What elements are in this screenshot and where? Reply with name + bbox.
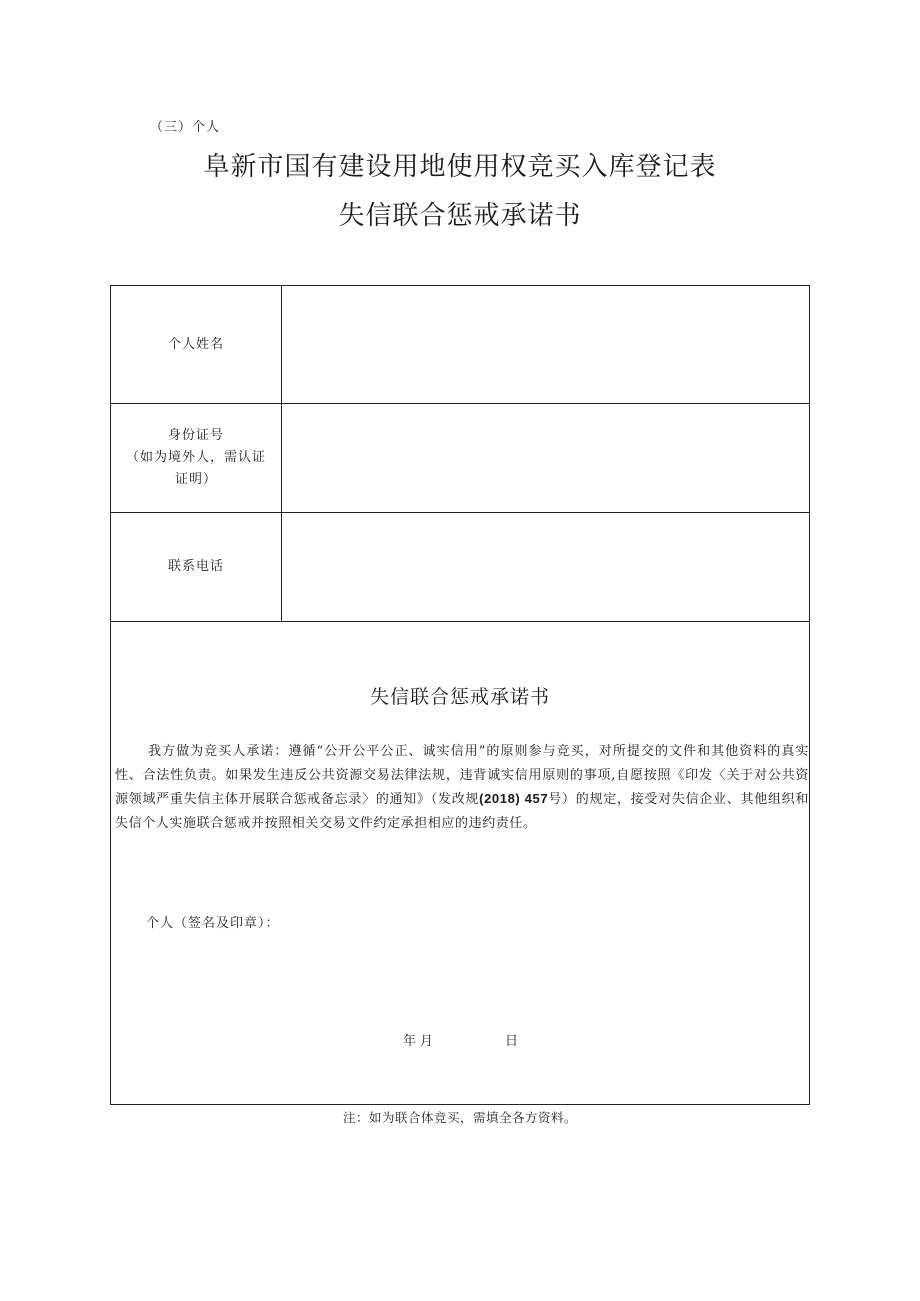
pledge-body-text-1: 我方做为竞买人承诺：遵循“公开公平公正、诚实信用”的原则参与竞买，对所提交的文件和其他资料的真实性、合法性负责。如果发生违反公共资源交易法律法规，违背诚实信用原则的事项,自愿按照《印发〈关于对公共资源领域严重失信主体开展联合惩戒备忘录〉的通知》（发改规 [115,744,809,807]
document-subtitle: 失信联合惩戒承诺书 [338,201,582,231]
phone-field[interactable] [282,513,809,621]
pledge-body-text-2: 号）的规定，接受对失信企业、其他组织和失信个人实施联合惩戒并按照相关交易文件约定承担相应的违约责任。 [115,792,809,831]
phone-label: 联系电话 [111,513,282,621]
pledge-body-document-number: (2018) 457 [479,791,549,806]
footnote: 注：如为联合体竞买，需填全各方资料。 [342,1110,577,1125]
id-number-label-line2: （如为境外人，需认证 [125,450,266,465]
name-field[interactable] [282,286,809,403]
name-label: 个人姓名 [111,286,282,403]
id-number-label-line1: 身份证号 [167,428,224,443]
date-year-month-label: 年月 [403,1034,438,1049]
name-row [111,286,809,404]
phone-row [111,513,809,622]
signature-label: 个人（签名及印章）： [146,916,280,931]
id-number-row [111,404,809,513]
id-number-label-line3: 证明） [174,472,217,487]
id-number-field[interactable] [282,404,809,512]
registration-form-table [110,285,810,1105]
document-title: 阜新市国有建设用地使用权竞买入库登记表 [203,152,717,182]
section-label: （三）个人 [150,120,221,135]
date-day-label: 日 [505,1034,519,1049]
pledge-body [115,740,809,835]
id-number-label [111,404,282,512]
pledge-section [111,622,809,1104]
pledge-title: 失信联合惩戒承诺书 [369,686,550,708]
